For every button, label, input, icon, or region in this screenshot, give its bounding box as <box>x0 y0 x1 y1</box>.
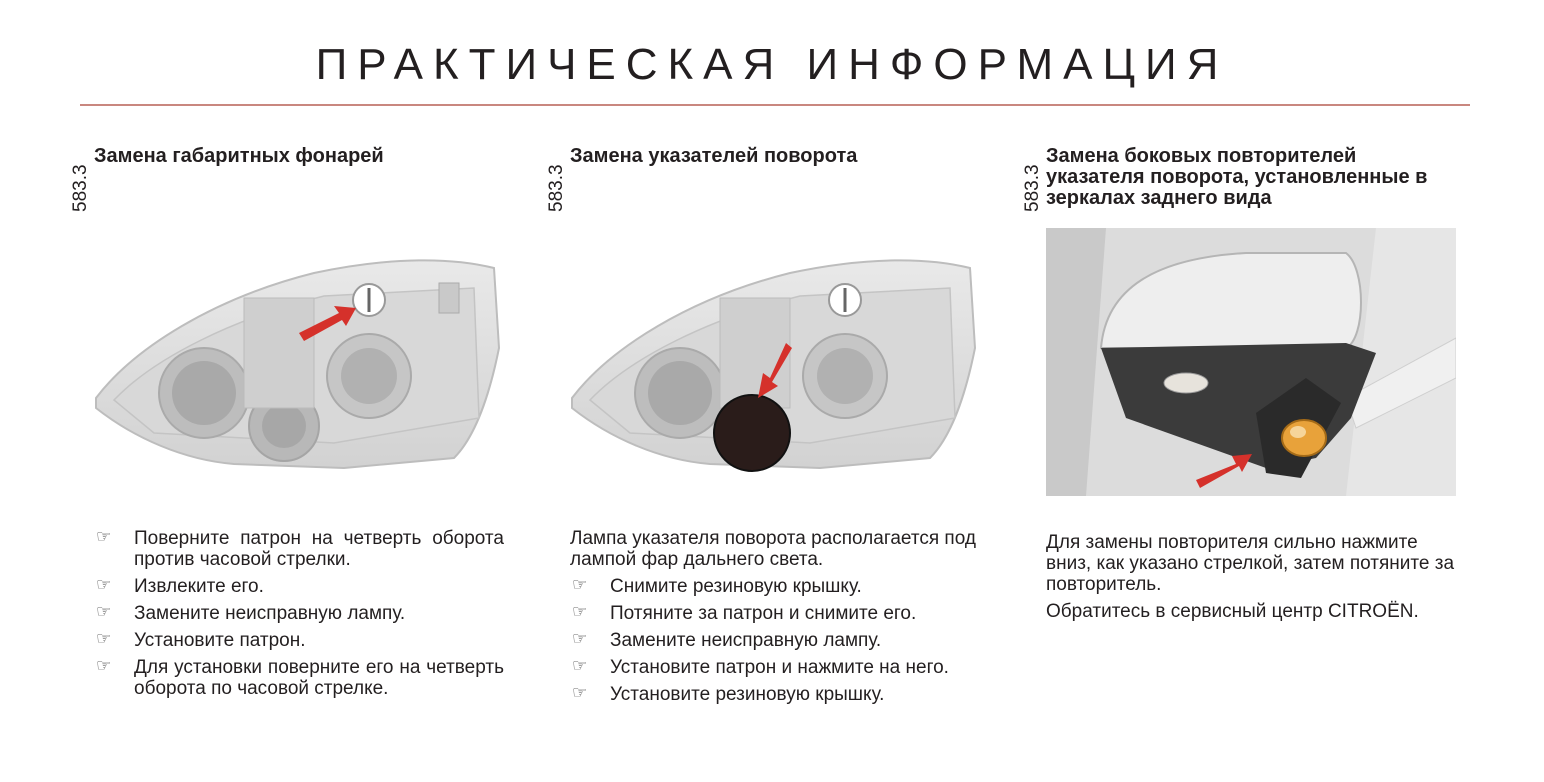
headlamp-rear-arrow-icon <box>94 228 504 496</box>
list-item: ☞ Снимите резиновую крышку. <box>572 575 862 597</box>
section-code: 583.3 <box>70 164 91 212</box>
section-code: 583.3 <box>546 164 567 212</box>
section-heading: Замена указателей поворота <box>570 145 858 167</box>
list-item: ☞ Извлеките его. <box>96 575 264 597</box>
list-item: ☞ Установите резиновую крышку. <box>572 683 885 705</box>
pointing-hand-icon: ☞ <box>572 656 588 676</box>
pointing-hand-icon: ☞ <box>96 527 112 547</box>
list-item: ☞ Поверните патрон на четверть оборота против часовой стрелки. <box>96 527 504 570</box>
section-code: 583.3 <box>1022 164 1043 212</box>
list-item: ☞ Замените неисправную лампу. <box>572 629 882 651</box>
list-item: ☞ Установите патрон. <box>96 629 306 651</box>
pointing-hand-icon: ☞ <box>572 629 588 649</box>
side-mirror-repeater-icon <box>1046 228 1456 496</box>
step-list <box>570 576 980 705</box>
headlamp-cap-arrow-icon <box>570 228 980 496</box>
pointing-hand-icon: ☞ <box>572 575 588 595</box>
list-item: ☞ Установите патрон и нажмите на него. <box>572 656 949 678</box>
pointing-hand-icon: ☞ <box>96 602 112 622</box>
section-heading: Замена боковых повторителей указателя поворота, установленные в зеркалах заднего вида <box>1046 145 1428 209</box>
list-item: ☞ Потяните за патрон и снимите его. <box>572 602 917 624</box>
list-item: ☞ Для установки поверните его на четверть оборота по часовой стрелке. <box>96 656 504 699</box>
intro-paragraph: Лампа указателя поворота располагается под лампой фар дальнего света. <box>570 528 976 570</box>
pointing-hand-icon: ☞ <box>96 629 112 649</box>
list-item: ☞ Замените неисправную лампу. <box>96 602 406 624</box>
section-heading: Замена габаритных фонарей <box>94 145 384 167</box>
service-note: Обратитесь в сервисный центр CITROËN. <box>1046 601 1419 622</box>
page-title: ПРАКТИЧЕСКАЯ ИНФОРМАЦИЯ <box>315 40 1229 89</box>
pointing-hand-icon: ☞ <box>96 575 112 595</box>
title-divider <box>80 104 1470 106</box>
instruction-paragraph: Для замены повторителя сильно нажмите вниз, как указано стрелкой, затем потяните за повторитель. <box>1046 532 1455 595</box>
pointing-hand-icon: ☞ <box>96 656 112 676</box>
pointing-hand-icon: ☞ <box>572 683 588 703</box>
pointing-hand-icon: ☞ <box>572 602 588 622</box>
step-list <box>94 528 504 699</box>
